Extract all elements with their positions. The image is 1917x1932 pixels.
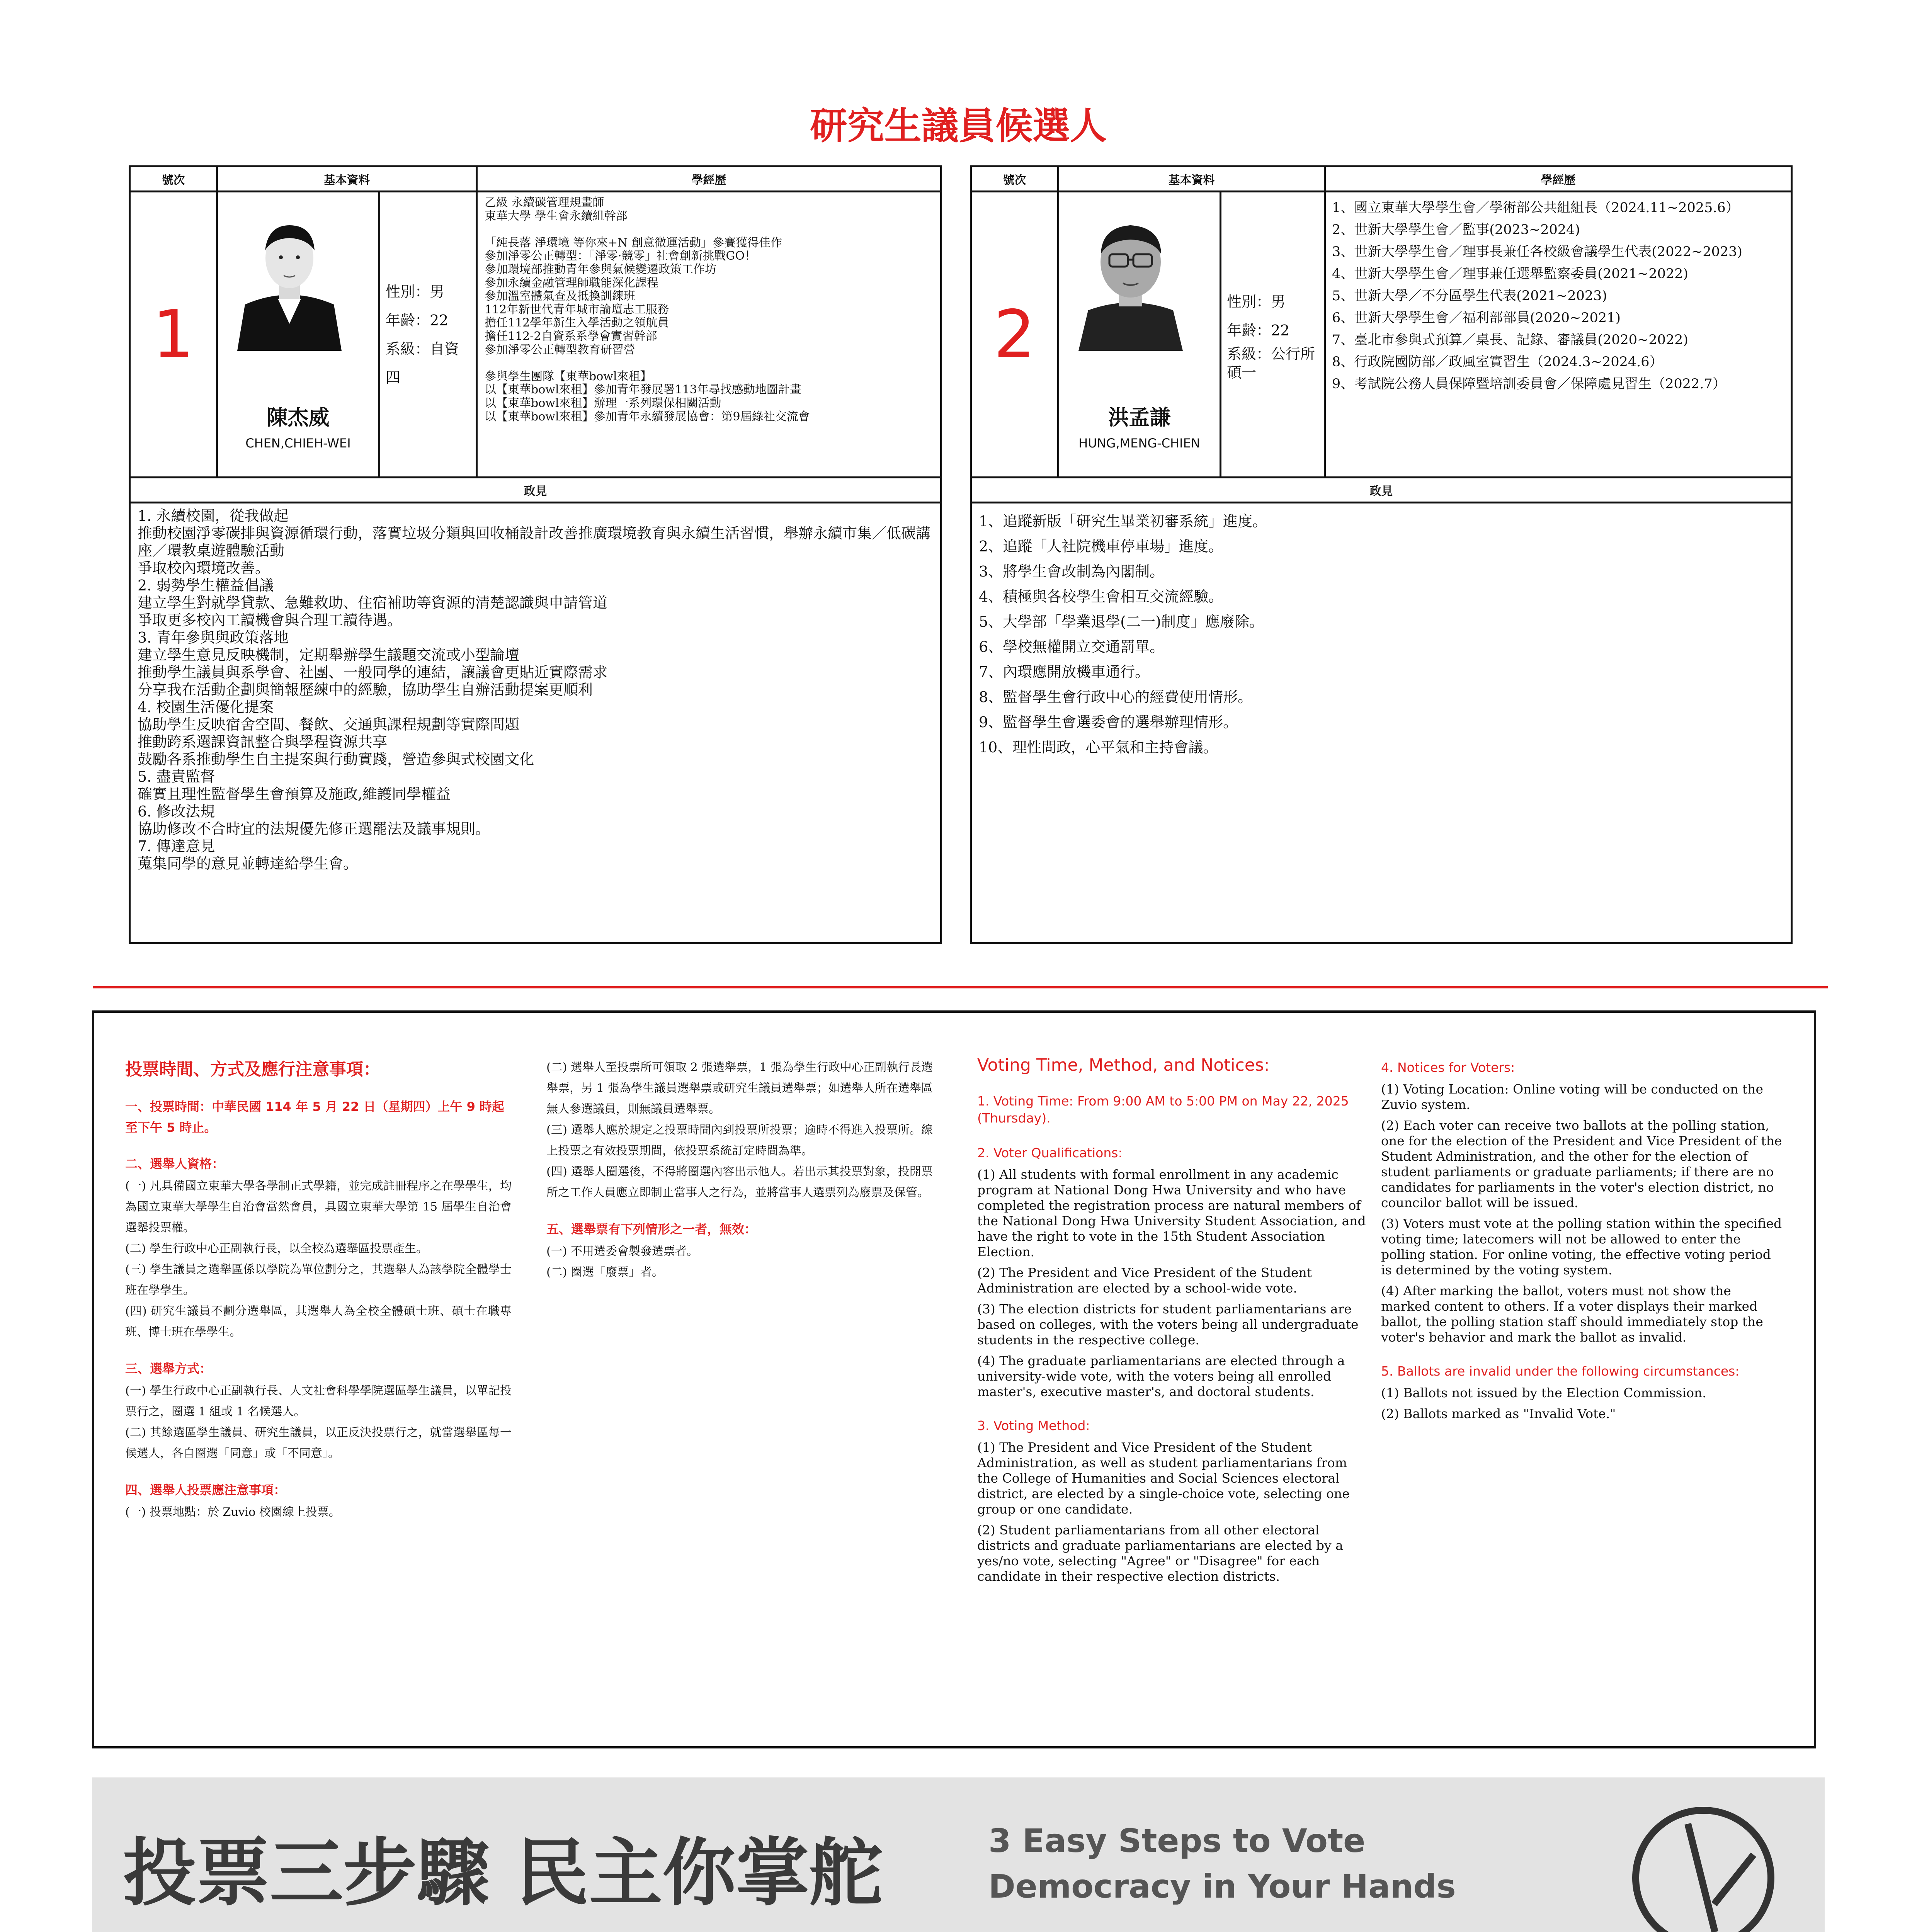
notice-section-title: 五、選舉票有下列情形之一者，無效： <box>546 1222 757 1236</box>
notice-paragraph: (二) 學生行政中心正副執行長，以全校為選舉區投票產生。 <box>125 1242 428 1255</box>
notice-paragraph: (4) After marking the ballot, voters must not show the marked content to others. If a voter displays their marked ballot, the polling station staff should immediately stop the voter's behavior and mark the ballot as invalid. <box>1381 1283 1763 1345</box>
candidate-table-1 <box>129 165 942 944</box>
candidate-photo <box>1071 208 1191 351</box>
notice-section-title: 二、選舉人資格： <box>125 1156 225 1171</box>
notice-section-title: 一、投票時間：中華民國 114 年 5 月 22 日（星期四）上午 9 時起至下午 5 時止。 <box>125 1099 504 1135</box>
candidate-table-2 <box>970 165 1793 944</box>
candidate-gender: 性別：男 <box>1227 293 1286 310</box>
header-exp: 學經歷 <box>477 167 941 192</box>
notice-paragraph: (4) The graduate parliamentarians are elected through a university-wide vote, with the voters being all enrolled master's, executive master's, and doctoral students. <box>977 1353 1345 1399</box>
candidate-age: 年齡：22 <box>1227 321 1290 339</box>
candidate-policy: 1. 永續校園，從我做起 推動校園淨零碳排與資源循環行動，落實垃圾分類與回收桶設計改善推廣環境教育與永續生活習慣，舉辦永續市集／低碳講座／環教桌遊體驗活動 爭取校內環境改善。 2. 弱勢學生權益倡議 建立學生對就學貸款、急難救助、住宿補助等資源的清楚認識與申請管道 爭取更多校內工讀機會與合理工讀待遇。 3. 青年參與與政策落地 建立學生意見反映機制，定期舉辦學生議題交流或小型論壇 推動學生議員與系學會、社團、一般同學的連結，讓議會更貼近實際需求 分享我在活動企劃與簡報歷練中的經驗，協助學生自辦活動提案更順利 4. 校園生活優化提案 協助學生反映宿舍空間、餐飲、交通與課程規劃等實際問題 推動跨系選課資訊整合與學程資源共享 鼓勵各系推動學生自主提案與行動實踐，營造參與式校園文化 5. 盡責監督 確實且理性監督學生會預算及施政,維護同學權益 6. 修改法規 協助修改不合時宜的法規優先修正選罷法及議事規則。 7. 傳達意見 蒐集同學的意見並轉達給學生會。 <box>130 503 941 943</box>
header-basic: 基本資料 <box>1058 167 1325 192</box>
candidate-number: 1 <box>152 296 194 373</box>
notice-paragraph: (三) 選舉人應於規定之投票時間內到投票所投票；逾時不得進入投票所。線上投票之有效投票期間，依投票系統訂定時間為準。 <box>546 1123 933 1158</box>
candidate-number: 2 <box>993 296 1036 373</box>
notices-zh-col1 <box>125 1055 512 1523</box>
header-basic: 基本資料 <box>217 167 477 192</box>
notice-paragraph: (3) Voters must vote at the polling station within the specified voting time; latecomers will not be allowed to enter the polling station. For online voting, the effective voting period is determined by the voting system. <box>1381 1216 1782 1277</box>
banner-title: 投票三步驟 民主你掌舵 <box>123 1830 883 1916</box>
voting-notices <box>92 1010 1816 1748</box>
notice-paragraph: (二) 圈選「廢票」者。 <box>546 1265 663 1279</box>
page-title: 研究生議員候選人 <box>810 104 1107 148</box>
notice-paragraph: (一) 不用選委會製發選票者。 <box>546 1245 698 1258</box>
candidate-policy: 1、追蹤新版「研究生畢業初審系統」進度。 2、追蹤「人社院機車停車場」進度。 3、將學生會改制為內閣制。 4、積極與各校學生會相互交流經驗。 5、大學部「學業退學(二一)制度」應廢除。 6、學校無權開立交通罰單。 7、內環應開放機車通行。 8、監督學生會行政中心的經費使用情形。 9、監督學生會選委會的選舉辦理情形。 10、理性問政，心平氣和主持會議。 <box>971 503 1792 943</box>
candidate-name-en: HUNG,MENG-CHIEN <box>1078 436 1200 451</box>
notice-paragraph: (二) 選舉人至投票所可領取 2 張選舉票，1 張為學生行政中心正副執行長選舉票，另 1 張為學生議員選舉票或研究生議員選舉票；如選舉人所在選舉區無人參選議員，則無議員選舉票。 <box>546 1061 933 1116</box>
notice-paragraph: (3) The election districts for student parliamentarians are based on colleges, with the voters being all undergraduate students in the respective college. <box>977 1301 1359 1347</box>
notice-paragraph: (1) All students with formal enrollment in any academic program at National Dong Hwa University and who have completed the registration process are natural members of the National Dong Hwa University Student Association, and have the right to vote in the 15th Student Association Election. <box>977 1167 1366 1259</box>
notice-paragraph: (三) 學生議員之選舉區係以學院為單位劃分之，其選舉人為該學院全體學士班在學學生。 <box>125 1263 512 1297</box>
banner-subtitle-line2: Democracy in Your Hands <box>988 1867 1456 1905</box>
candidate-name-en: CHEN,CHIEH-WEI <box>245 436 351 451</box>
candidate-dept: 系級：自資四 <box>386 340 459 386</box>
candidate-dept: 系級：公行所碩一 <box>1227 345 1315 381</box>
banner-subtitle <box>988 1818 1456 1909</box>
header-exp: 學經歷 <box>1325 167 1792 192</box>
notice-section-title: 三、選舉方式： <box>125 1361 212 1376</box>
notice-paragraph: (2) The President and Vice President of the Student Administration are elected by a school-wide vote. <box>977 1265 1312 1296</box>
candidate-name: 洪孟謙 <box>1108 405 1171 430</box>
candidate-photo <box>230 208 349 351</box>
candidate-experience: 乙級 永續碳管理規畫師 東華大學 學生會永續組幹部 「純長落 淨環境 等你來+N 創意微運活動」參賽獲得佳作 參加淨零公正轉型：「淨零·競零」社會創新挑戰GO！ 參加環境部推動青年參與氣候變遷政策工作坊 參加永續金融管理師職能深化課程 參加溫室體氣查及抵換訓練班 112年新世代青年城市論壇志工服務 擔任112學年新生入學活動之領航員 擔任112-2自資系系學會實習幹部 參加淨零公正轉型教育研習營 參與學生團隊【東華bowl來租】 以【東華bowl來租】參加青年發展署113年尋找感動地圖計畫 以【東華bowl來租】辦理一系列環保相關活動 以【東華bowl來租】參加青年永續發展協會：第9屆綠社交流會 <box>477 192 941 478</box>
notice-section-title: 1. Voting Time: From 9:00 AM to 5:00 PM on May 22, 2025 (Thursday). <box>977 1094 1349 1126</box>
candidate-name: 陳杰威 <box>267 405 330 430</box>
section-divider <box>93 986 1828 988</box>
header-policy: 政見 <box>971 478 1792 503</box>
notice-paragraph: (四) 研究生議員不劃分選舉區，其選舉人為全校全體碩士班、碩士在職專班、博士班在學學生。 <box>125 1304 512 1339</box>
banner-subtitle-line1: 3 Easy Steps to Vote <box>988 1822 1366 1860</box>
notice-paragraph: (一) 學生行政中心正副執行長、人文社會科學學院選區學生議員，以單記投票行之，圈選 1 組或 1 名候選人。 <box>125 1384 512 1418</box>
notice-section-title: 四、選舉人投票應注意事項： <box>125 1483 286 1497</box>
notices-en-col2 <box>1381 1059 1783 1422</box>
header-no: 號次 <box>971 167 1058 192</box>
candidate-experience: 1、國立東華大學學生會／學術部公共組組長（2024.11~2025.6） 2、世新大學學生會／監事(2023~2024) 3、世新大學學生會／理事長兼任各校級會議學生代表(2022~2023) 4、世新大學學生會／理事兼任選舉監察委員(2021~2022) 5、世新大學／不分區學生代表(2021~2023) 6、世新大學學生會／福利部部員(2020~2021) 7、臺北市參與式預算／桌長、記錄、審議員(2020~2022) 8、行政院國防部／政風室實習生（2024.3~2024.6） 9、考試院公務人員保障暨培訓委員會／保障處見習生（2022.7） <box>1325 192 1792 478</box>
notice-section-title: 5. Ballots are invalid under the following circumstances: <box>1381 1364 1740 1379</box>
vote-stamp-icon <box>1626 1801 1781 1932</box>
notice-paragraph: (1) Ballots not issued by the Election Commission. <box>1381 1385 1706 1400</box>
notice-section-title: 3. Voting Method: <box>977 1418 1090 1433</box>
notice-paragraph: (2) Each voter can receive two ballots at the polling station, one for the election of the President and Vice President of the Student Administration, and the other for the election of student parliaments or graduate parliaments; if there are no candidates for parliaments in the voter's election district, no councilor ballot will be issued. <box>1381 1118 1782 1210</box>
header-policy: 政見 <box>130 478 941 503</box>
notice-paragraph: (一) 凡具備國立東華大學各學制正式學籍，並完成註冊程序之在學學生，均為國立東華大學學生自治會當然會員，具國立東華大學第 15 屆學生自治會選舉投票權。 <box>125 1179 512 1235</box>
header-no: 號次 <box>130 167 217 192</box>
notices-en-heading: Voting Time, Method, and Notices: <box>977 1055 1270 1075</box>
notice-paragraph: (二) 其餘選區學生議員、研究生議員，以正反決投票行之，就當選舉區每一候選人，各自圈選「同意」或「不同意」。 <box>125 1426 512 1460</box>
notice-paragraph: (1) Voting Location: Online voting will be conducted on the Zuvio system. <box>1381 1082 1764 1112</box>
notice-paragraph: (1) The President and Vice President of the Student Administration, as well as student parliamentarians from the College of Humanities and Social Sciences electoral district, are elected by a single-choice vote, selecting one group or one candidate. <box>977 1440 1350 1517</box>
candidate-gender: 性別：男 <box>386 283 445 300</box>
vote-steps-banner <box>92 1777 1825 1932</box>
notices-en-col1 <box>977 1055 1371 1584</box>
candidate-photo-cell <box>217 192 379 478</box>
candidate-age: 年齡：22 <box>386 311 449 329</box>
notices-zh-col2 <box>546 1057 933 1283</box>
notice-section-title: 2. Voter Qualifications: <box>977 1145 1123 1160</box>
notice-paragraph: (四) 選舉人圈選後，不得將圈選內容出示他人。若出示其投票對象，投開票所之工作人員應立即制止當事人之行為，並將當事人選票列為廢票及保管。 <box>546 1165 933 1199</box>
notice-paragraph: (一) 投票地點：於 Zuvio 校園線上投票。 <box>125 1505 340 1519</box>
candidate-photo-cell <box>1058 192 1221 478</box>
notices-zh-heading: 投票時間、方式及應行注意事項： <box>125 1060 380 1079</box>
notice-paragraph: (2) Ballots marked as "Invalid Vote." <box>1381 1406 1616 1421</box>
notice-paragraph: (2) Student parliamentarians from all other electoral districts and graduate parliamentarians are elected by a yes/no vote, selecting "Agree" or "Disagree" for each candidate in their respective election districts. <box>977 1522 1343 1584</box>
notice-section-title: 4. Notices for Voters: <box>1381 1060 1515 1075</box>
